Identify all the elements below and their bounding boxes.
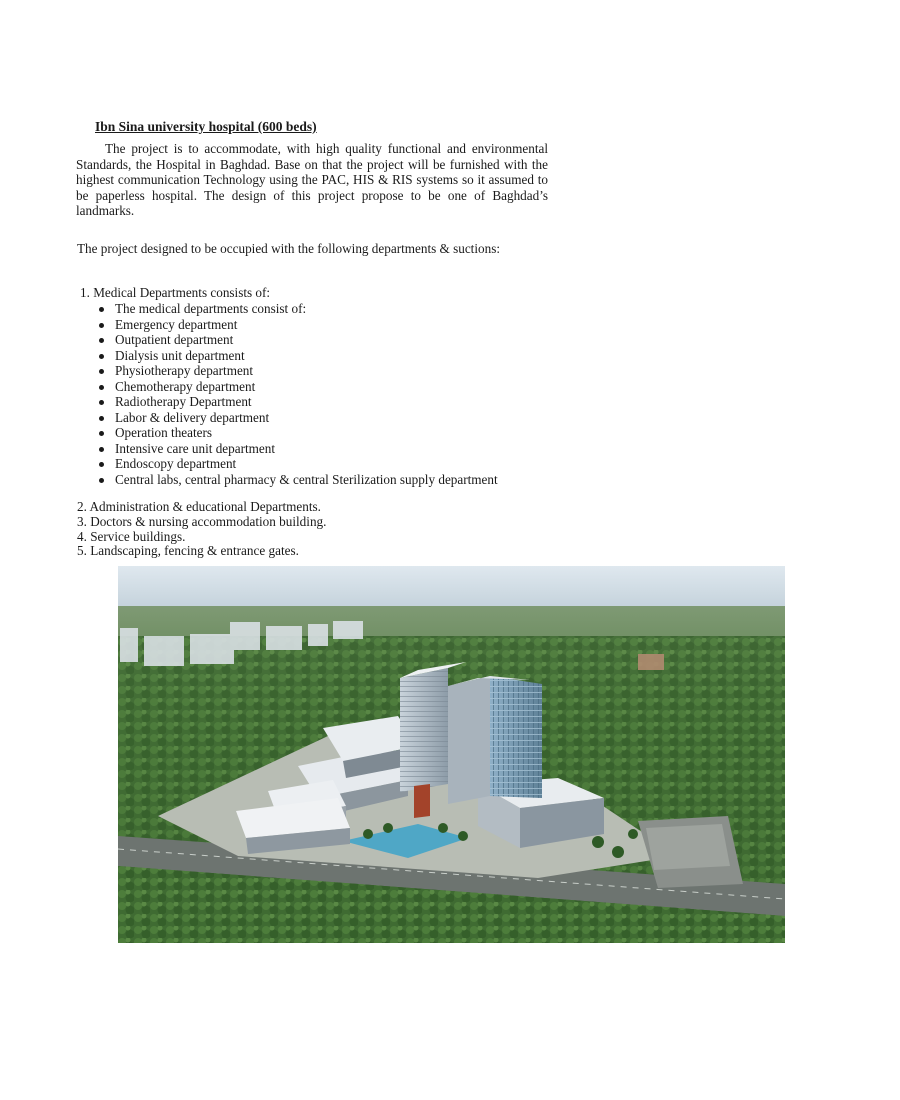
list-item: Radiotherapy Department [97, 394, 498, 410]
list-item: The medical departments consist of: [97, 301, 498, 317]
list-item: Operation theaters [97, 425, 498, 441]
departments-lead-paragraph: The project designed to be occupied with the following departments & suctions: [77, 241, 500, 256]
list-item: Dialysis unit department [97, 348, 498, 364]
intro-paragraph: The project is to accommodate, with high quality functional and environmental Standards, the Hospital in Baghdad. Base on that the project will be furnished with the highest communication Technology using the PAC, HIS & RIS systems so it assumed to be paperless hospital. The design of this project propose to be one of Baghdad’s landmarks. [76, 141, 548, 218]
list-item: Outpatient department [97, 332, 498, 348]
section-medical-departments: 1. Medical Departments consists of: [80, 285, 271, 300]
list-item: Chemotherapy department [97, 379, 498, 395]
other-sections-list [77, 500, 326, 559]
list-item: Physiotherapy department [97, 363, 498, 379]
medical-departments-list [97, 301, 498, 487]
document-title: Ibn Sina university hospital (600 beds) [95, 119, 317, 134]
list-item: Emergency department [97, 317, 498, 333]
list-item: Endoscopy department [97, 456, 498, 472]
list-item: 5. Landscaping, fencing & entrance gates. [77, 543, 299, 559]
list-item: Intensive care unit department [97, 441, 498, 457]
list-item: 3. Doctors & nursing accommodation building. [77, 513, 327, 529]
list-item: 2. Administration & educational Departments. [77, 499, 321, 514]
list-item: Labor & delivery department [97, 410, 498, 426]
list-item: Central labs, central pharmacy & central Sterilization supply department [97, 472, 498, 488]
list-item: 4. Service buildings. [77, 528, 186, 544]
hospital-aerial-rendering [118, 566, 785, 943]
